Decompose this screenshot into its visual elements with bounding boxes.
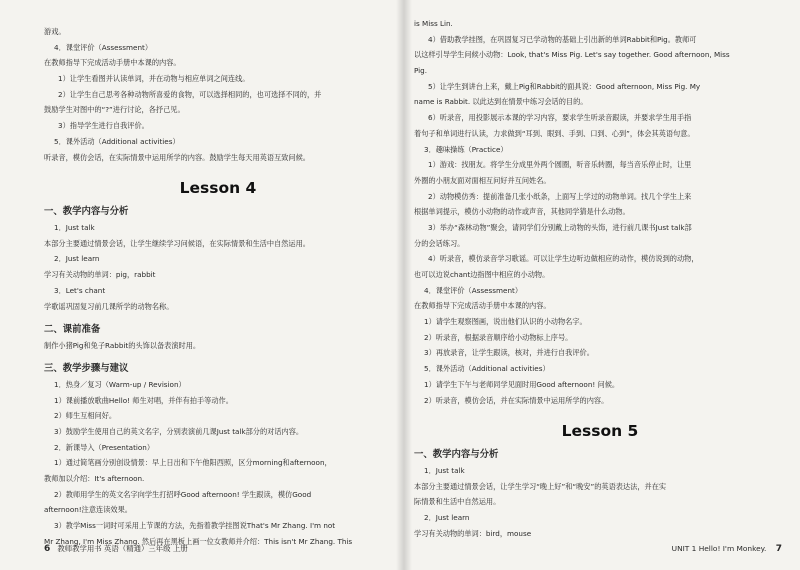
right-page-content <box>414 0 786 542</box>
text-line: 以这样引导学生问候小动物：Look, that's Miss Pig. Let's say together. Good afternoon, Miss <box>414 50 730 60</box>
text-line: 2．Just learn <box>424 513 470 523</box>
text-line: 本部分主要通过情景会话，让学生继续学习问候语，在实际情景和生活中自然运用。 <box>44 238 310 248</box>
text-line: 制作小猪Pig和兔子Rabbit的头饰以备表演时用。 <box>44 340 201 350</box>
book-gutter <box>396 0 412 570</box>
text-line: 2．新课导入（Presentation） <box>54 442 155 452</box>
text-line: 5）让学生到讲台上来，戴上Pig和Rabbit的面具说：Good afternoon, Miss Pig. My <box>428 81 701 91</box>
text-line: 2）动物模仿秀：提前准备几张小纸条，上面写上学过的动物单词。找几个学生上来 <box>428 191 692 201</box>
text-line: 游戏。 <box>44 27 66 36</box>
text-line: 外圈的小朋友面对面相互问好并互问姓名。 <box>414 175 551 185</box>
text-line: 根据单词提示，模仿小动物的动作或声音，其他同学猜是什么动物。 <box>414 207 630 217</box>
section-heading: 一、教学内容与分析 <box>414 449 499 461</box>
text-line: 2）让学生自己思考各种动物所喜爱的食物，可以选择相同的，也可选择不同的，并 <box>58 89 322 99</box>
text-line: 2．Just learn <box>54 254 100 264</box>
text-line: 在教师指导下完成活动手册中本课的内容。 <box>414 301 551 311</box>
text-line: 4．课堂评价（Assessment） <box>54 42 153 52</box>
left-page-content <box>44 0 392 549</box>
text-line: 3）再放录音，让学生跟读，核对，并进行自我评价。 <box>424 348 594 358</box>
text-line: Mr Zhang, I'm Miss Zhang. 然后再在黑板上画一位女教师并介绍：This isn't Mr Zhang. This <box>44 536 353 546</box>
section-heading: 一、教学内容与分析 <box>44 206 129 218</box>
text-line: 听录音，模仿会话，在实际情景中运用所学的内容。鼓励学生每天用英语互致问候。 <box>44 152 310 162</box>
text-line: 4）听录音，模仿录音学习歌谣。可以让学生边听边做相应的动作，模仿说到的动物， <box>428 254 699 264</box>
section-heading: 三、教学步骤与建议 <box>44 363 129 375</box>
footer-text: UNIT 1 Hello! I'm Monkey. <box>671 544 767 553</box>
text-line: 4．课堂评价（Assessment） <box>424 285 523 295</box>
text-line: Pig. <box>414 66 428 76</box>
right-footer <box>672 544 782 554</box>
lesson-title: Lesson 5 <box>561 421 639 440</box>
text-line: 鼓励学生对图中的“?”进行讨论，各抒己见。 <box>44 105 185 115</box>
text-line: 3．趣味操练（Practice） <box>424 144 508 154</box>
text-line: 际情景和生活中自然运用。 <box>414 497 501 507</box>
left-footer <box>44 543 188 554</box>
text-line: 3）指导学生进行自我评价。 <box>58 121 149 131</box>
text-line: 在教师指导下完成活动手册中本课的内容。 <box>44 58 181 68</box>
text-line: 5．课外活动（Additional activities） <box>424 364 550 374</box>
text-line: 学习有关动物的单词：pig，rabbit <box>44 270 156 280</box>
text-line: 学习有关动物的单词：bird，mouse <box>414 528 532 538</box>
text-line: 2）听录音，模仿会话，并在实际情景中运用所学的内容。 <box>424 395 609 405</box>
text-line: 学歌谣巩固复习前几课所学的动物名称。 <box>44 301 174 311</box>
text-line: 1）通过简笔画分别创设情景：早上日出和下午他阳西照，区分morning和afternoon， <box>54 458 332 468</box>
text-line: 5．课外活动（Additional activities） <box>54 136 180 146</box>
page-number: 7 <box>775 544 782 554</box>
text-line: 3）鼓励学生使用自己的英文名字，分别表演前几课Just talk部分的对话内容。 <box>54 426 304 436</box>
text-line: is Miss Lin. <box>414 19 453 28</box>
text-line: 3）举办“森林动物”聚会，请同学们分别戴上动物的头饰，进行前几课书Just talk部 <box>428 222 692 232</box>
text-line: afternoon!注意连读效果。 <box>44 505 132 515</box>
lesson-title: Lesson 4 <box>179 178 257 197</box>
text-line: name is Rabbit. 以此达到在情景中练习会话的目的。 <box>414 97 588 107</box>
text-line: 2）师生互相问好。 <box>54 411 117 421</box>
text-line: 3．Let's chant <box>54 285 106 295</box>
text-line: 1）让学生看图并认读单词，并在动物与相应单词之间连线。 <box>58 74 250 84</box>
text-line: 1．热身／复习（Warm-up / Revision） <box>54 379 186 389</box>
section-heading: 二、课前准备 <box>44 323 101 335</box>
text-line: 着句子和单词进行认读，力求做到“耳到、眼到、手到、口到、心到”，体会其英语句意。 <box>414 128 695 138</box>
page-number: 6 <box>44 544 51 554</box>
right-page <box>404 0 800 570</box>
text-line: 1．Just talk <box>424 466 465 476</box>
text-line: 6）听录音，用投影展示本课的学习内容，要求学生听录音跟读，并要求学生用手指 <box>428 113 692 123</box>
text-line: 4）借助教学挂图，在巩固复习已学动物的基础上引出新的单词Rabbit和Pig。教师可 <box>428 34 697 44</box>
text-line: 1）课前播放歌曲Hello! 师生对唱，并伴有拍手等动作。 <box>54 395 233 405</box>
text-line: 本部分主要通过情景会话，让学生学习“晚上好”和“晚安”的英语表达法，并在实 <box>414 481 667 491</box>
text-line: 1）请学生观察图画，说出他们认识的小动物名字。 <box>424 317 587 327</box>
text-line: 1）请学生下午与老师同学见面时用Good afternoon! 问候。 <box>424 379 620 389</box>
text-line: 3）教学Miss一词时可采用上节课的方法，先指着教学挂图说That's Mr Zhang. I'm not <box>54 521 336 531</box>
text-line: 分的会话练习。 <box>414 238 465 248</box>
text-line: 1）游戏：找朋友。将学生分成里外两个圆圈，听音乐转圈，每当音乐停止时，让里 <box>428 160 692 170</box>
text-line: 教师加以介绍：It's afternoon. <box>44 473 145 483</box>
text-line: 2）教师用学生的英文名字向学生打招呼Good afternoon! 学生跟读，模仿Good <box>54 489 312 499</box>
text-line: 1．Just talk <box>54 223 95 233</box>
text-line: 也可以边说chant边指图中相应的小动物。 <box>414 270 550 279</box>
text-line: 2）听录音，根据录音顺序给小动物标上序号。 <box>424 332 573 342</box>
footer-text: 教师教学用书 英语（精通）三年级 上册 <box>57 544 188 553</box>
